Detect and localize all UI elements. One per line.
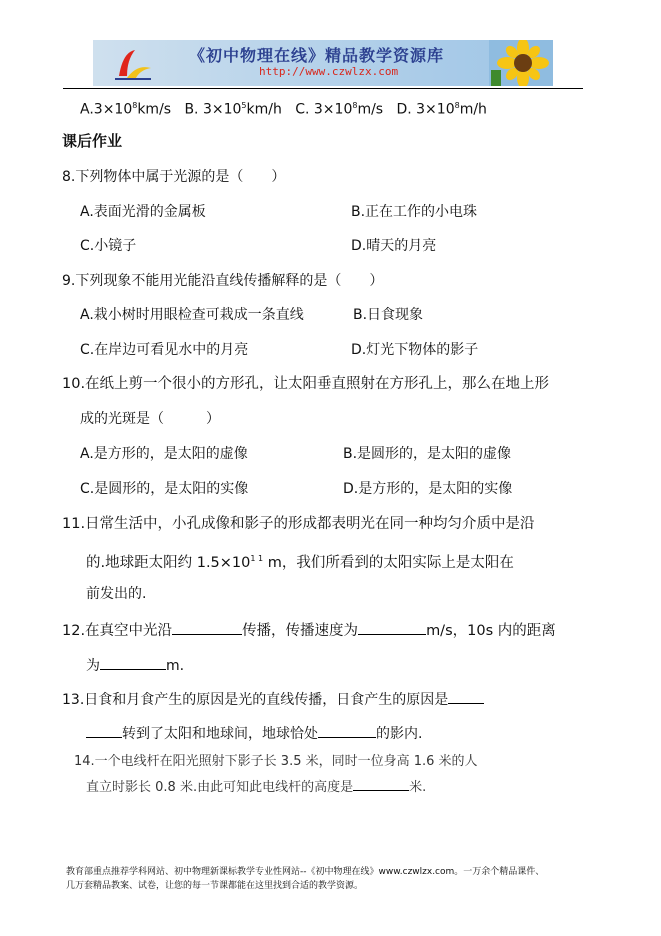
q13-blank-2[interactable] — [86, 723, 122, 738]
q12-line2: 为 m. — [86, 655, 184, 675]
q7-options: $A.3\times 10^8km/s$ B. $3\times 10^5km/h$ C. $3\times 10^8m/s$ D. $3\times 10^8m/h$ — [80, 101, 487, 118]
q8-option-b: B.正在工作的小电珠 — [351, 204, 478, 220]
q10-option-d: D.是方形的，是太阳的实像 — [343, 481, 513, 497]
q12-blank-3[interactable] — [100, 655, 166, 670]
q10-option-b: B.是圆形的，是太阳的虚像 — [343, 446, 512, 462]
q12-blank-1[interactable] — [172, 620, 242, 635]
q9-option-a: A.栽小树时用眼检查可栽成一条直线 — [80, 307, 304, 323]
q13-blank-3[interactable] — [318, 723, 376, 738]
q12-line1: 12.在真空中光沿 传播，传播速度为 m/s，10s 内的距离 — [62, 620, 556, 640]
q9-option-d: D.灯光下物体的影子 — [351, 342, 479, 358]
q10-stem-line2: 成的光斑是（ ） — [80, 411, 220, 427]
banner-url[interactable]: http://www.czwlzx.com — [259, 65, 399, 78]
q8-option-d: D.晴天的月亮 — [351, 238, 437, 254]
q13-line2: 转到了太阳和地球间，地球恰处 的影内. — [86, 723, 422, 743]
q10-option-a: A.是方形的，是太阳的虚像 — [80, 446, 248, 462]
q14-line1: 14.一个电线杆在阳光照射下影子长 3.5 米，同时一位身高 1.6 米的人 — [74, 754, 478, 769]
q9-option-c: C.在岸边可看见水中的月亮 — [80, 342, 249, 358]
q10-option-c: C.是圆形的，是太阳的实像 — [80, 481, 249, 497]
site-logo-icon — [113, 46, 153, 82]
q13-line1: 13.日食和月食产生的原因是光的直线传播，日食产生的原因是 — [62, 689, 484, 709]
footer-line2: 几万套精品教案、试卷，让您的每一节课都能在这里找到合适的教学资源。 — [66, 881, 364, 891]
q14-line2: 直立时影长 0.8 米.由此可知此电线杆的高度是 米. — [86, 780, 427, 795]
q8-option-c: C.小镜子 — [80, 238, 137, 254]
q9-option-b: B.日食现象 — [353, 307, 424, 323]
banner-title: 《初中物理在线》精品教学资源库 — [189, 46, 445, 65]
q11-line1: 11.日常生活中，小孔成像和影子的形成都表明光在同一种均匀介质中是沿 — [62, 516, 535, 532]
q9-stem: 9.下列现象不能用光能沿直线传播解释的是（ ） — [62, 273, 384, 289]
header-rule — [63, 88, 583, 89]
q8-option-a: A.表面光滑的金属板 — [80, 204, 206, 220]
q10-stem-line1: 10.在纸上剪一个很小的方形孔，让太阳垂直照射在方形孔上，那么在地上形 — [62, 376, 550, 392]
q13-blank-1[interactable] — [448, 689, 484, 704]
q11-line2: 的.地球距太阳约 $1.5\times 10^{1 1}$ m，我们所看到的太阳实际上是太阳在 — [86, 554, 514, 571]
header-banner — [93, 40, 553, 86]
footer-line1: 教育部重点推荐学科网站、初中物理新课标教学专业性网站--《初中物理在线》www.czwlzx.com。一万余个精品课件、 — [66, 867, 545, 877]
section-title: 课后作业 — [62, 132, 123, 150]
q8-stem: 8.下列物体中属于光源的是（ ） — [62, 169, 286, 185]
sunflower-icon — [489, 40, 553, 86]
q11-line3: 前发出的. — [86, 586, 147, 602]
q14-blank[interactable] — [353, 778, 409, 791]
q12-blank-2[interactable] — [358, 620, 426, 635]
